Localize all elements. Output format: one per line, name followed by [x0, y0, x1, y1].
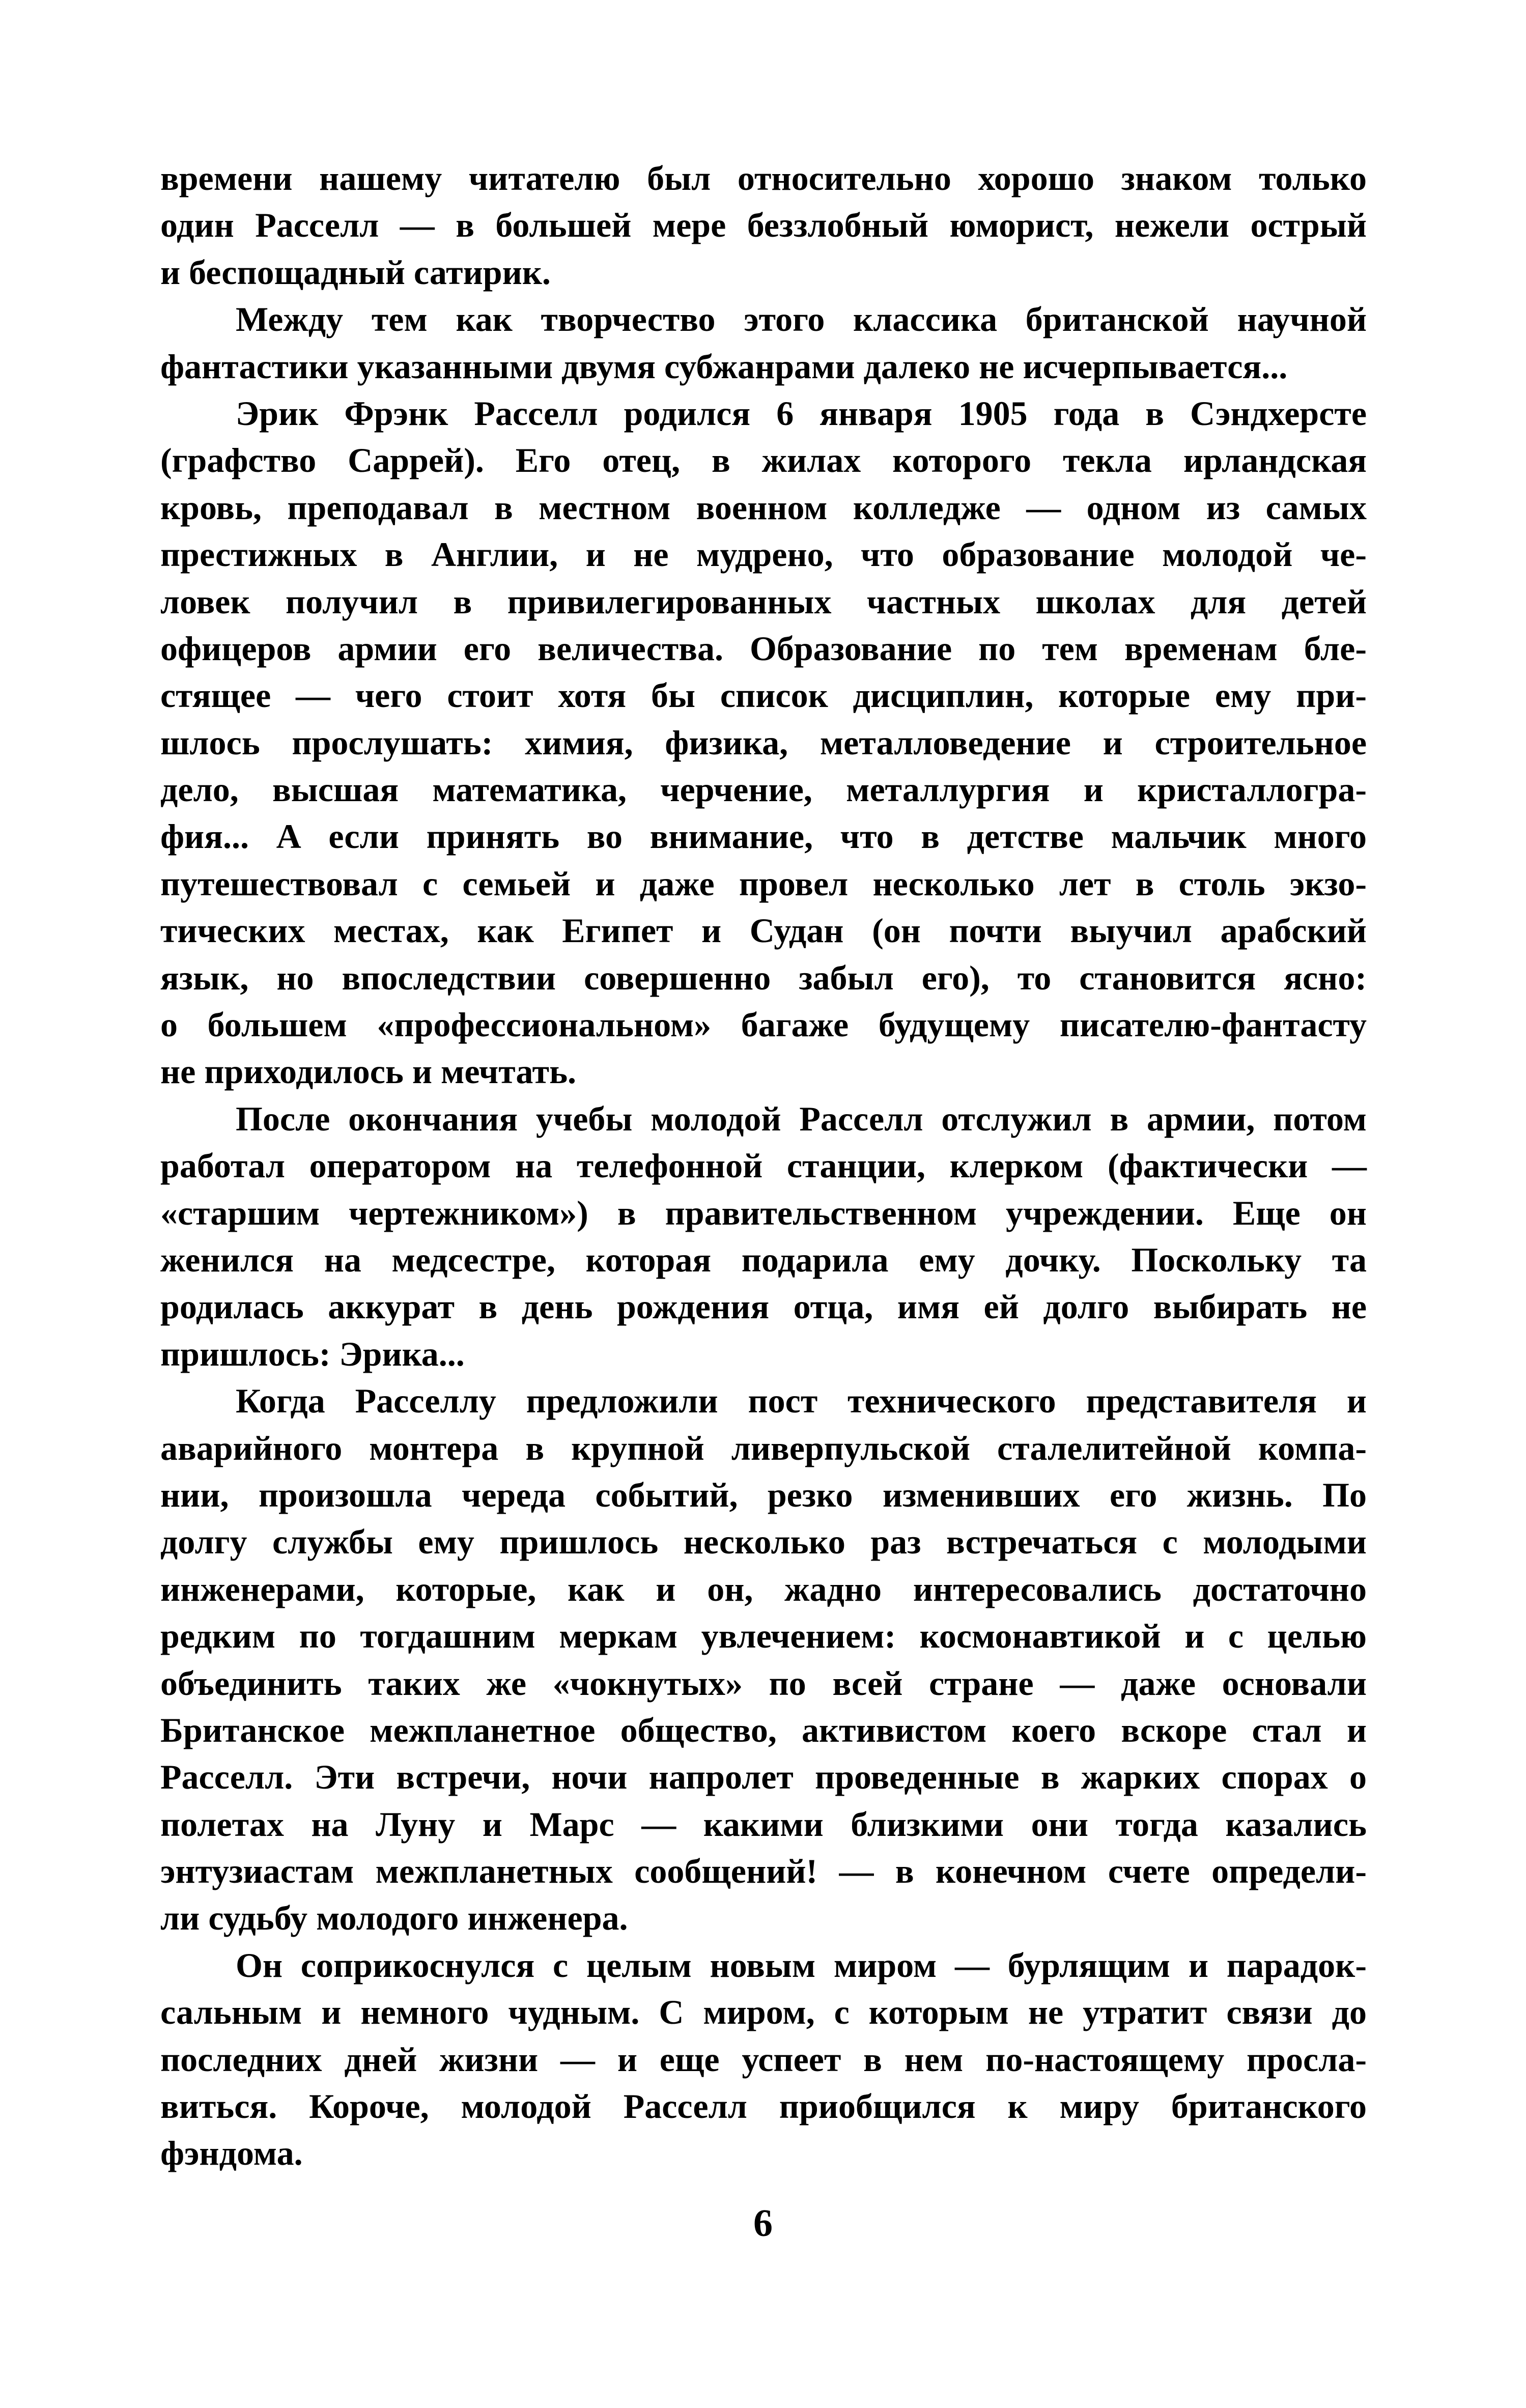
text-line: времени нашему читателю был относительно хорошо знаком только	[160, 159, 1367, 197]
paragraph	[160, 1942, 1367, 2177]
text-line: Между тем как творчество этого классика британской научной	[236, 300, 1367, 339]
text-line: нии, произошла череда событий, резко изменивших его жизнь. По	[160, 1475, 1367, 1514]
text-line: тических местах, как Египет и Судан (он почти выучил арабский	[160, 911, 1367, 950]
text-line: престижных в Англии, и не мудрено, что образование молодой че-	[160, 535, 1367, 574]
text-line: офицеров армии его величества. Образование по тем временам бле-	[160, 629, 1367, 668]
text-line: о большем «профессиональном» багаже будущему писателю-фантасту	[160, 1005, 1367, 1044]
text-line: объединить таких же «чокнутых» по всей стране — даже основали	[160, 1663, 1367, 1703]
text-line: фэндома.	[160, 2134, 303, 2173]
text-line: стящее — чего стоит хотя бы список дисциплин, которые ему при-	[160, 676, 1367, 715]
text-line: Эрик Фрэнк Расселл родился 6 января 1905 года в Сэндхерсте	[236, 393, 1367, 433]
text-line: пришлось: Эрика...	[160, 1334, 465, 1373]
text-line: ли судьбу молодого инженера.	[160, 1899, 628, 1938]
text-line: ловек получил в привилегированных частных школах для детей	[160, 582, 1367, 621]
text-line: инженерами, которые, как и он, жадно интересовались достаточно	[160, 1569, 1367, 1608]
paragraph	[160, 1377, 1367, 1942]
text-line: женился на медсестре, которая подарила ему дочку. Поскольку та	[160, 1240, 1367, 1279]
text-line: аварийного монтера в крупной ливерпульской сталелитейной компа-	[160, 1428, 1367, 1467]
paragraph	[160, 155, 1367, 296]
text-line: После окончания учебы молодой Расселл отслужил в армии, потом	[236, 1099, 1367, 1138]
text-line: последних дней жизни — и еще успеет в нем по-настоящему просла-	[160, 2039, 1367, 2079]
text-line: путешествовал с семьей и даже провел несколько лет в столь экзо-	[160, 864, 1367, 903]
text-line: фантастики указанными двумя субжанрами далеко не исчерпывается...	[160, 347, 1288, 386]
body-text	[160, 155, 1367, 2177]
text-line: родилась аккурат в день рождения отца, имя ей долго выбирать не	[160, 1287, 1367, 1326]
text-line: виться. Короче, молодой Расселл приобщился к миру британского	[160, 2087, 1367, 2126]
text-line: Расселл. Эти встречи, ночи напролет проведенные в жарких спорах о	[160, 1758, 1367, 1797]
text-line: и беспощадный сатирик.	[160, 252, 551, 292]
text-line: долгу службы ему пришлось несколько раз встречаться с молодыми	[160, 1522, 1367, 1562]
paragraph	[160, 296, 1367, 390]
text-line: «старшим чертежником») в правительственном учреждении. Еще он	[160, 1193, 1367, 1232]
text-line: полетах на Луну и Марс — какими близкими они тогда казались	[160, 1804, 1367, 1844]
text-line: кровь, преподавал в местном военном колледже — одном из самых	[160, 488, 1367, 527]
text-line: не приходилось и мечтать.	[160, 1052, 577, 1091]
text-line: один Расселл — в большей мере беззлобный юморист, нежели острый	[160, 206, 1367, 245]
paragraph	[160, 1095, 1367, 1377]
text-line: работал оператором на телефонной станции, клерком (фактически —	[160, 1146, 1367, 1185]
page-number: 6	[753, 2202, 773, 2245]
paragraph	[160, 390, 1367, 1095]
text-line: редким по тогдашним меркам увлечением: космонавтикой и с целью	[160, 1617, 1367, 1656]
text-line: Британское межпланетное общество, активистом коего вскоре стал и	[160, 1710, 1367, 1749]
text-line: энтузиастам межпланетных сообщений! — в конечном счете определи-	[160, 1852, 1367, 1891]
text-line: Когда Расселлу предложили пост технического представителя и	[236, 1381, 1367, 1421]
text-line: фия... А если принять во внимание, что в детстве мальчик много	[160, 817, 1367, 856]
text-line: сальным и немного чудным. С миром, с которым не утратит связи до	[160, 1993, 1367, 2032]
text-line: Он соприкоснулся с целым новым миром — бурлящим и парадок-	[236, 1945, 1367, 1985]
text-line: шлось прослушать: химия, физика, металловедение и строительное	[160, 723, 1367, 762]
text-line: дело, высшая математика, черчение, металлургия и кристаллогра-	[160, 770, 1367, 809]
text-line: (графство Саррей). Его отец, в жилах которого текла ирландская	[160, 441, 1367, 480]
text-line: язык, но впоследствии совершенно забыл его), то становится ясно:	[160, 958, 1367, 997]
